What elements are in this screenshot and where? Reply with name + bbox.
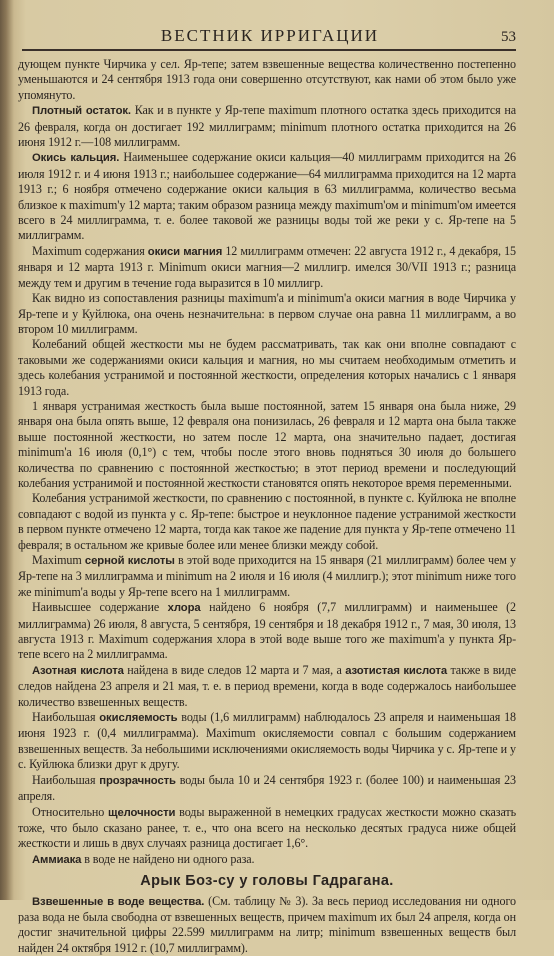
paragraph-continuation: дующем пункте Чирчика у сел. Яр-тепе; затем взвешенные вещества количественно постепенно уменьшаются и 24 сентября 1913 года они совершенно отсутствуют, как нами об этом было уже упомянуто. <box>18 57 516 102</box>
paragraph-alkalinity: Относительно щелочности воды выраженной в немецких градусах жесткости можно сказать тоже, что было сказано ранее, т. е., что она всего на несколько десятых градуса ниже общей жесткости и лишь в двух случаях разница достигает 1,6°. <box>18 804 517 851</box>
paragraph-calcium-oxide: Окись кальция. Наименьшее содержание окиси кальция—40 миллиграмм приходится на 26 июля 1912 г. и 4 июня 1913 г.; наибольшее содержание—64 миллиграмма приходится на 12 марта 1913 г.; 6 ноября отмечено содержание окиси кальция в 63 миллиграмма, количество весьма близкое к maximum'у 12 марта; таким образом разница между maximum'ом и minimum'ом имеется всего в 24 миллиграмма, т. е. более таковой же разницы воды той же реки у с. Яр-тепе на 5 миллиграмм. <box>18 150 517 243</box>
journal-title: ВЕСТНИК ИРРИГАЦИИ <box>160 26 380 45</box>
running-header <box>24 22 516 46</box>
paragraph-sulfuric-acid: Maximum серной кислоты в этой воде приходится на 15 января (21 миллиграмм) более чем у Яр-тепе на 3 миллиграмма и minimum на 2 июля и 16 июля (4 миллигр.); этот minimum ниже того же minimum'а воды у Яр-тепе всего на 1 миллиграмм. <box>18 553 516 599</box>
paragraph-oxidizability: Наибольшая окисляемость воды (1,6 миллиграмм) наблюдалось 23 апреля и наименьшая 18 июня 1923 г. (0,4 миллиграмма). Maximum окисляемости совпал с большим содержанием взвешенных веществ. За небольшими исключениями окисляемость воды Чирчика у с. Яр-тепе и у с. Куйлюка близки друг к другу. <box>18 710 516 772</box>
paragraph-transparency: Наибольшая прозрачность воды была 10 и 24 сентября 1923 г. (более 100) и наименьшая 23 апреля. <box>18 772 516 804</box>
paragraph-suspended-matter: Взвешенные в воде вещества. (См. таблицу № 3). За весь период исследования ни одного раза вода не была свободна от взвешенных веществ, причем maximum их был 24 апреля, когда он достиг значительной цифры 22.599 миллиграмм на литр; minimum взвешенных веществ был найден 24 октября 1912 г. (10,7 миллиграмм). <box>18 893 516 955</box>
paragraph-nitric-acid: Азотная кислота найдена в виде следов 12 марта и 7 мая, а азотистая кислота также в виде следов найдена 23 апреля и 21 мая, т. е. в период времени, когда в воде содержалось наибольшее количество взвешенных веществ. <box>18 662 516 709</box>
paragraph-ammonia: Аммиака в воде не найдено ни одного раза. <box>32 851 255 866</box>
paragraph-dense-residue: Плотный остаток. Как и в пункте у Яр-тепе maximum плотного остатка здесь приходится на 26 февраля, когда он достигает 192 миллиграмм; minimum плотного остатка приходится на 26 июня 1912 г.—108 миллиграмм. <box>18 103 516 150</box>
section-heading: Арык Боз-су у головы Гадрагана. <box>140 873 394 890</box>
page-number: 53 <box>501 29 516 45</box>
header-rule <box>22 49 516 51</box>
paragraph-chlorine: Наивысшее содержание хлора найдено 6 ноября (7,7 миллиграмм) и наименьшее (2 миллиграмма) 26 июля, 8 августа, 5 сентября, 19 сентября и 18 декабря 1912 г., 7 мая, 30 июля, 13 августа 1913 г. Maximum содержания хлора в этой воде выше того же maximum'а у пункта Яр-тепе всего на 2 миллиграмма. <box>18 600 516 662</box>
paragraph-removable-hardness: 1 января устранимая жесткость была выше постоянной, затем 15 января она была ниже, 29 января она была опять выше, 12 февраля она понизилась, 26 февраля и 12 марта она была также выше постоянной жесткости, но затем после 12 марта, она значительно падает, достигая minimum'а 16 июля (0,1°) с тем, чтобы после этого вновь подняться 30 июля до большего количества по сравнению с постоянной жесткостью; в этот период времени и последующий колебания устранимой и постоянной жесткости становятся опять некоторое время переменными. <box>18 398 516 490</box>
article-body <box>18 57 516 956</box>
paragraph-magnesium-oxide: Maximum содержания окиси магния 12 миллиграмм отмечен: 22 августа 1912 г., 4 декабря, 15 января и 12 марта 1913 г. Minimum окиси магния—2 миллигр. имелся 30/VII 1913 г.; разница между тем и другим в течение года выразится в 10 миллигр. <box>18 243 516 290</box>
paragraph-magnesium-comparison: Как видно из сопоставления разницы maximum'а и minimum'а окиси магния в воде Чирчика у Яр-тепе и у Куйлюка, она очень незначительна: в первом случае она равна 11 миллиграмм, а во втором 10 миллиграмм. <box>18 291 516 336</box>
paragraph-hardness-fluctuation: Колебания устранимой жесткости, по сравнению с постоянной, в пункте с. Куйлюка не вполне совпадают с водой из пункта у с. Яр-тепе: быстрое и неуклонное падение устранимой жесткости в первом пункте отмечено 12 марта, тогда как такое же падение для пункта у Яр-тепе отмечено 11 февраля; в остальном же кривые более или менее близки между собой. <box>18 491 516 552</box>
paragraph-hardness: Колебаний общей жесткости мы не будем рассматривать, так как они вполне совпадают с таковыми же содержаниями окиси кальция и магния, но мы считаем необходимым отметить и здесь колебания устранимой и постоянной жесткости, определения которых начались с 1 января 1913 года. <box>18 337 516 398</box>
